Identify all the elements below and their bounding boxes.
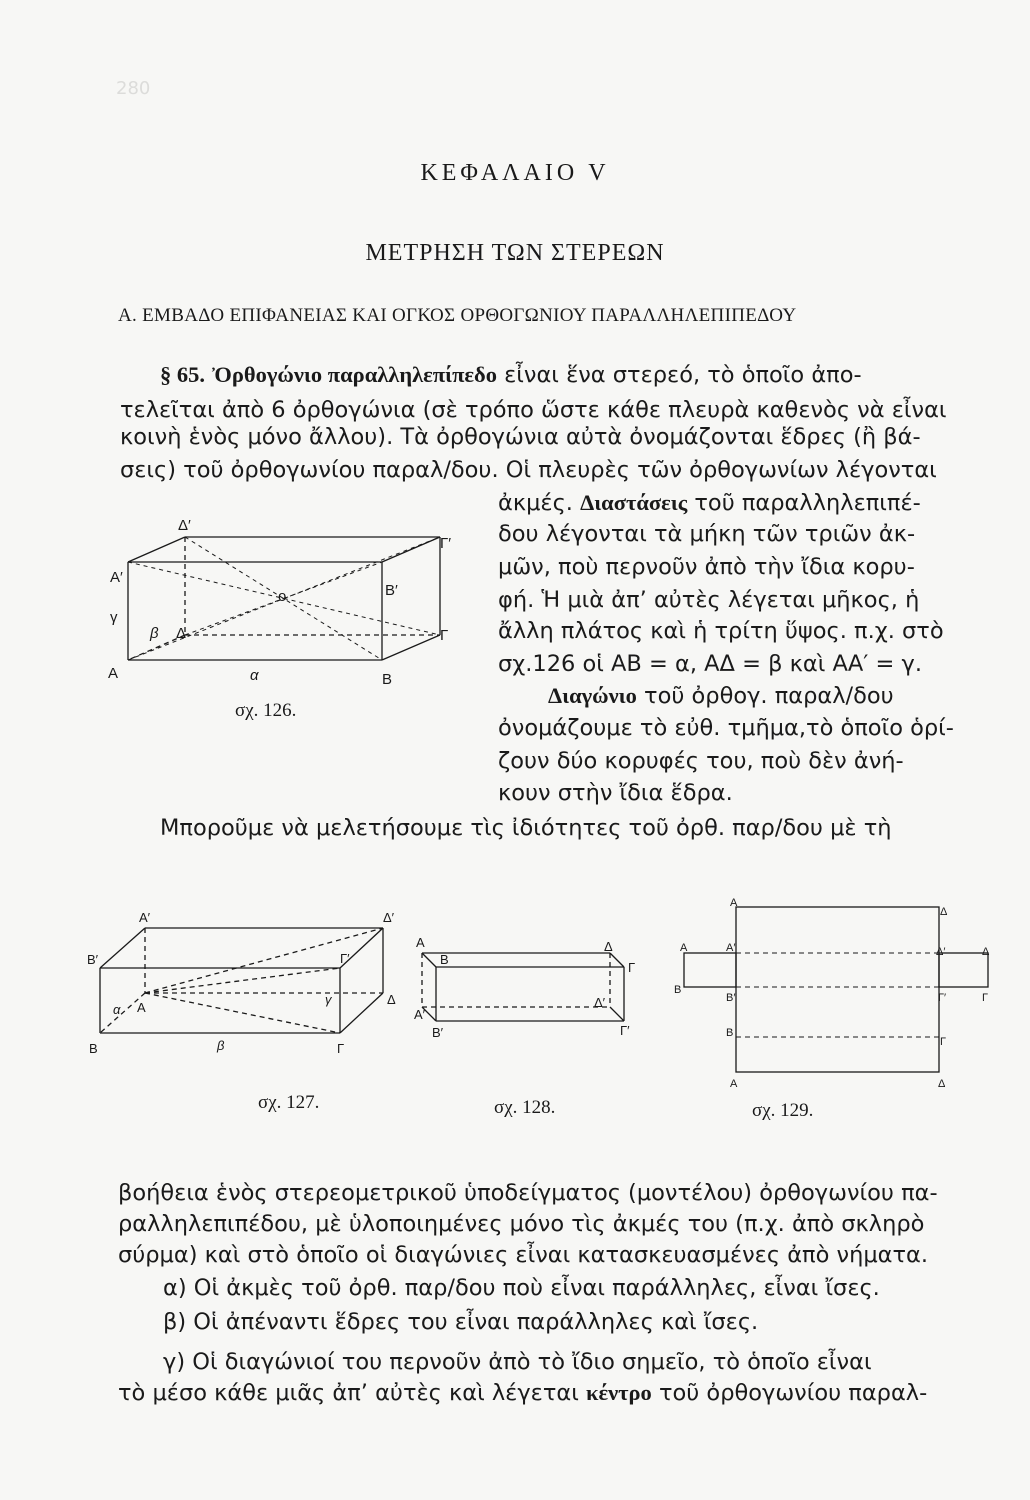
paragraph-line: κοινὴ ἑνὸς μόνο ἄλλου). Τὰ ὀρθογώνια αὐτὰ ὀνομάζονται ἕδρες (ἢ βά- <box>120 424 921 450</box>
label-vertex: Α <box>680 942 688 954</box>
label-vertex: Δ <box>938 1078 946 1090</box>
label-vertex: Α′ <box>414 1007 426 1022</box>
paragraph-line: ἄλλη πλάτος καὶ ἡ τρίτη ὕψος. π.χ. στὸ <box>498 618 944 644</box>
term-dimensions: Διαστάσεις <box>580 490 688 515</box>
label-vertex: Β′ <box>385 582 398 599</box>
label-vertex: Γ′ <box>340 951 350 966</box>
hidden-edges <box>422 953 610 1007</box>
property-b: β) Οἱ ἀπέναντι ἕδρες του εἶναι παράλληλες καὶ ἴσες. <box>163 1309 759 1335</box>
label-vertex: Δ′ <box>936 946 946 958</box>
text-span: τοῦ παραλληλεπιπέ- <box>694 490 921 516</box>
paragraph-line <box>160 362 862 388</box>
label-vertex: Β′ <box>87 952 99 967</box>
paragraph-line: Μποροῦμε νὰ μελετήσουμε τὶς ἰδιότητες τοῦ ὀρθ. παρ/δου μὲ τὴ <box>160 815 892 841</box>
label-vertex: Γ′ <box>938 992 947 1004</box>
section-marker: § 65. <box>160 362 205 387</box>
box-edges <box>422 953 624 1021</box>
label-vertex: Α′ <box>110 569 123 586</box>
paragraph-line: ὀνομάζουμε τὸ εὐθ. τμῆμα,τὸ ὁποῖο ὁρί- <box>498 715 954 741</box>
paragraph-line <box>118 1380 927 1406</box>
paragraph-line: βοήθεια ἑνὸς στερεομετρικοῦ ὑποδείγματος (μοντέλου) ὀρθογωνίου πα- <box>118 1180 938 1206</box>
label-vertex: Γ <box>337 1041 345 1056</box>
label-vertex: Β′ <box>432 1025 444 1040</box>
text-span: τοῦ ὀρθογ. παραλ/δου <box>644 683 894 709</box>
property-a: α) Οἱ ἀκμὲς τοῦ ὀρθ. παρ/δου ποὺ εἶναι παράλληλες, εἶναι ἴσες. <box>163 1275 880 1301</box>
label-vertex: Γ′ <box>440 535 452 552</box>
property-c: γ) Οἱ διαγώνιοί του περνοῦν ἀπὸ τὸ ἴδιο σημεῖο, τὸ ὁποῖο εἶναι <box>163 1349 872 1375</box>
label-vertex: Δ′ <box>383 910 395 925</box>
label-vertex: Δ <box>176 625 187 642</box>
paragraph-line <box>548 683 894 709</box>
figure-126-caption: σχ. 126. <box>235 700 297 721</box>
paragraph-line: δου λέγονται τὰ μήκη τῶν τριῶν ἀκ- <box>498 521 916 547</box>
label-vertex: Α′ <box>139 910 151 925</box>
label-vertex: Α <box>137 1000 146 1015</box>
figure-129-drawing <box>672 895 1002 1090</box>
label-center: ο <box>278 588 287 605</box>
paragraph-line <box>498 490 921 516</box>
paragraph-line: κουν στὴν ἴδια ἕδρα. <box>498 780 733 806</box>
label-vertex: Α′ <box>726 942 736 954</box>
label-edge: β <box>150 625 159 642</box>
figure-127 <box>85 908 415 1058</box>
chapter-heading: ΚΕΦΑΛΑΙΟ V <box>420 160 610 186</box>
paragraph-line: ραλληλεπιπέδου, μὲ ὑλοποιημένες μόνο τὶς ἀκμές του (π.χ. ἀπὸ σκληρὸ <box>118 1211 925 1237</box>
label-vertex: Δ′ <box>594 995 606 1010</box>
paragraph-line: σεις) τοῦ ὀρθογωνίου παραλ/δου. Οἱ πλευρὲς τῶν ὀρθογωνίων λέγονται <box>120 457 937 483</box>
text-span: τοῦ ὀρθογωνίου παραλ- <box>658 1380 928 1406</box>
section-heading: Α. ΕΜΒΑΔΟ ΕΠΙΦΑΝΕΙΑΣ ΚΑΙ ΟΓΚΟΣ ΟΡΘΟΓΩΝΙΟΥ ΠΑΡΑΛΛΗΛΕΠΙΠΕΔΟΥ <box>118 305 797 326</box>
label-vertex: Δ <box>940 906 948 918</box>
label-vertex: Γ <box>982 992 989 1004</box>
label-vertex: Γ <box>628 960 636 975</box>
figure-129-caption: σχ. 129. <box>752 1100 814 1121</box>
label-vertex: Β′ <box>726 992 736 1004</box>
label-edge: γ <box>110 609 118 626</box>
label-vertex: Β <box>382 671 393 688</box>
box-edges <box>100 928 383 1033</box>
paragraph-line: ζουν δύο κορυφές του, ποὺ δὲν ἀνή- <box>498 748 904 774</box>
label-vertex: Α <box>416 935 425 950</box>
label-vertex: Γ <box>940 1036 947 1048</box>
paragraph-line: φή. Ἡ μιὰ ἀπ’ αὐτὲς λέγεται μῆκος, ἡ <box>498 587 920 613</box>
figure-126-drawing <box>100 510 480 730</box>
text-span: ἀκμές. <box>498 490 573 516</box>
label-vertex: Β <box>726 1027 734 1039</box>
paragraph-line: τελεῖται ἀπὸ 6 ὀρθογώνια (σὲ τρόπο ὥστε κάθε πλευρὰ καθενὸς νὰ εἶναι <box>120 397 947 423</box>
term-orthogonal-parallelepiped: Ὀρθογώνιο παραλληλεπίπεδο <box>212 362 497 387</box>
label-vertex: Α <box>730 1078 738 1090</box>
figure-126 <box>100 510 480 730</box>
text-span: εἶναι ἕνα στερεό, τὸ ὁποῖο ἀπο- <box>504 362 862 388</box>
fold-lines <box>736 953 939 1037</box>
label-vertex: Γ′ <box>620 1023 630 1038</box>
label-vertex: Δ′ <box>178 517 191 534</box>
label-vertex: Δ <box>982 946 990 958</box>
paragraph-line: σχ.126 οἱ ΑΒ = α, ΑΔ = β καὶ ΑΑ′ = γ. <box>498 651 922 677</box>
paragraph-line: σύρμα) καὶ στὸ ὁποῖο οἱ διαγώνιες εἶναι κατασκευασμένες ἀπὸ νήματα. <box>118 1242 928 1268</box>
term-center: κέντρο <box>585 1380 652 1405</box>
figure-128 <box>410 935 650 1050</box>
figure-128-caption: σχ. 128. <box>494 1097 556 1118</box>
label-vertex: Β <box>440 952 449 967</box>
label-vertex: Γ <box>440 627 449 644</box>
label-vertex: Δ <box>604 939 613 954</box>
figure-129 <box>672 895 1002 1090</box>
label-edge: α <box>250 667 259 684</box>
label-vertex: Α <box>730 897 738 909</box>
text-span: τὸ μέσο κάθε μιᾶς ἀπ’ αὐτὲς καὶ λέγεται <box>118 1380 579 1406</box>
paragraph-line: μῶν, ποὺ περνοῦν ἀπὸ τὴν ἴδια κορυ- <box>498 554 915 580</box>
label-vertex: Δ <box>387 992 396 1007</box>
label-edge: α <box>113 1002 121 1017</box>
figure-128-drawing <box>410 935 650 1050</box>
page-number: 280 <box>116 78 151 99</box>
label-edge: β <box>217 1038 225 1053</box>
figure-127-caption: σχ. 127. <box>258 1092 320 1113</box>
figure-127-drawing <box>85 908 415 1058</box>
page-title: ΜΕΤΡΗΣΗ ΤΩΝ ΣΤΕΡΕΩΝ <box>365 240 665 266</box>
label-edge: γ <box>325 992 332 1007</box>
term-diagonal: Διαγώνιο <box>548 683 637 708</box>
label-vertex: Β <box>89 1041 98 1056</box>
label-vertex: Α <box>108 665 119 682</box>
label-vertex: Β <box>674 984 682 996</box>
